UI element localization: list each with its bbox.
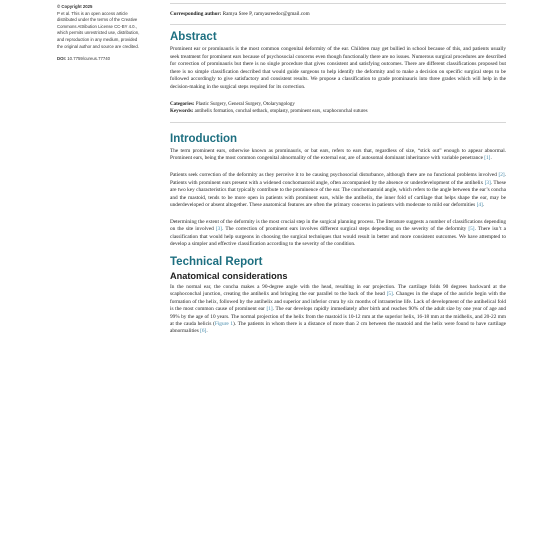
paragraph-text: . The ear develops rapidly immediately after birth and reaches 90% of the adult size by one year of age and 99% by the age of 10 years. The normal projection of the helix from the mastoid is 10-12 mm at the superior helix, 16-18 mm at the midhelix, and 20-22 mm at the cauda helicis ( bbox=[170, 306, 507, 328]
citation-link[interactable]: [1] bbox=[484, 155, 491, 162]
license-line: P et al. This is an open access article bbox=[57, 10, 128, 16]
paragraph-text: Determining the extent of the deformity is the most crucial step in the surgical planning process. The literature suggests a number of classifications depending on the site involved bbox=[170, 218, 506, 233]
keywords-label: Keywords: bbox=[170, 108, 194, 114]
introduction-paragraph-2: Patients seek correction of the deformity as they perceive it to be causing psychosocial disturbance, although there are no functional problems involved [2]. Patients with prominent ears present with a widened conchomastoid angle, often accompanied by the absence or underdevelopment of the antihelix [3]. These are two key characteristics that typically contribute to the prominence of the ear. The conchomastoid angle, which refers to the angle between the ear’s concha and the mastoid, tends to be more open in patients with prominent ears, while the antihelix, the inner fold of cartilage that helps shape the ear, may be underdeveloped or absent altogether. These anatomical features are often the primary concerns in patients with moderate to mild ear deformities [4]. bbox=[170, 172, 507, 208]
abstract-heading: Abstract bbox=[170, 31, 217, 44]
introduction-paragraph-1: The term prominent ears, otherwise known as prominauris, or bat ears, refers to ears that, regardless of size, “stick out” enough to appear abnormal. Prominent ears, being the most common congenital abnormality of the external ear, are of autosomal dominant inheritance with variable penetrance [1]. bbox=[170, 147, 506, 162]
introduction-heading: Introduction bbox=[170, 132, 238, 145]
license-line: which permits unrestricted use, distribution, bbox=[57, 30, 140, 36]
keywords bbox=[170, 109, 506, 116]
top-divider bbox=[170, 3, 506, 4]
paragraph-text: . The correction of prominent ears involves different surgical steps depending on the severity of the deformity bbox=[222, 226, 467, 233]
paragraph-text: . Changes in the shape of the auricle begin with the formation of the helix, followed by the antihelix and superior and inferior crura by six months of intrauterine life. Lack of development of the antihelical fold is the most common cause of prominent ear bbox=[170, 291, 506, 313]
paragraph-text: The term prominent ears, otherwise known as prominauris, or bat ears, refers to ears that, regardless of size, “stick out” enough to appear abnormal. Prominent ears, being the most common congenital abnormality of the external ear, are of autosomal dominant inheritance with variable penetrance bbox=[170, 147, 506, 162]
figure-link[interactable]: Figure 1 bbox=[214, 321, 234, 328]
categories-keywords bbox=[170, 102, 506, 116]
corresponding-author-label: Corresponding author: bbox=[170, 11, 222, 17]
paragraph-text: . These are two key characteristics that typically contribute to the prominence of the ear. The conchomastoid angle, which refers to the angle between the ear’s concha and the mastoid, tends to be more open in patients with prominent ears, while the antihelix, the inner fold of cartilage that helps shape the ear, may be underdeveloped or absent altogether. These anatomical features are often the primary concerns in patients with moderate to mild ear deformities bbox=[170, 179, 507, 208]
categories bbox=[170, 102, 506, 109]
license-line: distributed under the terms of the Creative bbox=[57, 17, 138, 23]
corresponding-author bbox=[170, 11, 506, 18]
categories-label: Categories: bbox=[170, 102, 195, 108]
corresponding-divider bbox=[170, 24, 506, 25]
doi bbox=[57, 56, 160, 63]
paragraph-text: ). The patients in whom there is a distance of more than 2 cm between the mastoid and the helix were found to have cartilage abnormalities bbox=[170, 321, 506, 335]
citation-link[interactable]: [6] bbox=[200, 328, 207, 335]
paragraph-text: . Patients with prominent ears present with a widened conchomastoid angle, often accompanied by the absence or underdevelopment of the antihelix bbox=[170, 172, 507, 186]
paragraph-text: In the normal ear, the concha makes a 90-degree angle with the head, resulting in ear projection. The cartilage folds 90 degrees backward at the scaphoconchal junction, creating the antihelix and bringing the ear parallel to the back of the head bbox=[170, 283, 506, 298]
paragraph-text: Patients seek correction of the deformity as they perceive it to be causing psychosocial disturbance, although there are no functional problems involved bbox=[170, 172, 497, 179]
technical-report-paragraph-1: In the normal ear, the concha makes a 90-degree angle with the head, resulting in ear projection. The cartilage folds 90 degrees backward at the scaphoconchal junction, creating the antihelix and bringing the ear parallel to the back of the head [5]. Changes in the shape of the auricle begin with the formation of the helix, followed by the antihelix and superior and inferior crura by six months of intrauterine life. Lack of development of the antihelical fold is the most common cause of prominent ear [1]. The ear develops rapidly immediately after birth and reaches 90% of the adult size by one year of age and 99% by the age of 10 years. The normal projection of the helix from the mastoid is 10-12 mm at the superior helix, 16-18 mm at the midhelix, and 20-22 mm at the cauda helicis (Figure 1). The patients in whom there is a distance of more than 2 cm between the mastoid and the helix were found to have cartilage abnormalities [6]. bbox=[170, 283, 507, 335]
introduction-paragraph-3 bbox=[170, 219, 506, 249]
citation-link[interactable]: [3] bbox=[484, 179, 491, 186]
license-line: and reproduction in any medium, provided bbox=[57, 36, 138, 42]
citation-link[interactable]: [1] bbox=[266, 306, 273, 313]
anatomical-considerations-heading: Anatomical considerations bbox=[170, 270, 288, 281]
citation-link[interactable]: [3] bbox=[215, 226, 223, 233]
doi-value[interactable]: 10.7759/cureus.77740 bbox=[67, 56, 111, 62]
corresponding-author-value[interactable]: Ramya Sree P, ramyasreedoc@gmail.com bbox=[222, 11, 310, 17]
keywords-value: antihelix formation, conchal setback, otoplasty, prominent ears, scaphoconchal sutures bbox=[194, 108, 368, 114]
license-line: the original author and source are credited. bbox=[57, 43, 139, 49]
citation-link[interactable]: [5] bbox=[468, 226, 475, 233]
license-line: Commons Attribution License CC-BY 4.0., bbox=[57, 23, 137, 29]
article-sidebar bbox=[57, 4, 160, 63]
citation-link[interactable]: [4] bbox=[476, 201, 483, 208]
technical-report-heading: Technical Report bbox=[170, 255, 263, 268]
abstract-text: Prominent ear or prominauris is the most common congenital deformity of the ear. Children may get bullied in school because of this, and patients usually seek treatment for prominent ears because of psychosocial concerns even though functionally there are no issues. Numerous surgical procedures are described for correction of prominauris but there is no single procedure that gives consistent and satisfying outcomes. There are different classifications proposed but there is no simple classification described that would guide surgeons to help identify the deformity and to make a decision on specific surgical steps to be followed accordingly to give satisfactory and consistent results. We propose a classification to grade prominauris into three grades which will help in the decision-making in the surgical steps required for its correction. bbox=[170, 46, 506, 90]
doi-label: DOI: bbox=[57, 56, 67, 62]
categories-value: Plastic Surgery, General Surgery, Otolaryngology bbox=[195, 102, 295, 108]
article-body bbox=[170, 0, 506, 336]
citation-link[interactable]: [2] bbox=[498, 172, 505, 179]
copyright-heading: © Copyright 2025 bbox=[57, 4, 93, 9]
license-text bbox=[57, 11, 160, 51]
keywords-divider bbox=[170, 122, 506, 123]
citation-link[interactable]: [5] bbox=[386, 291, 393, 298]
paragraph-text: . There isn’t a classification that would help surgeons in choosing the surgical techniques that would result in better and more consistent outcomes. We have attempted to develop a simpler and effective classification according to the severity of the condition. bbox=[170, 226, 506, 248]
